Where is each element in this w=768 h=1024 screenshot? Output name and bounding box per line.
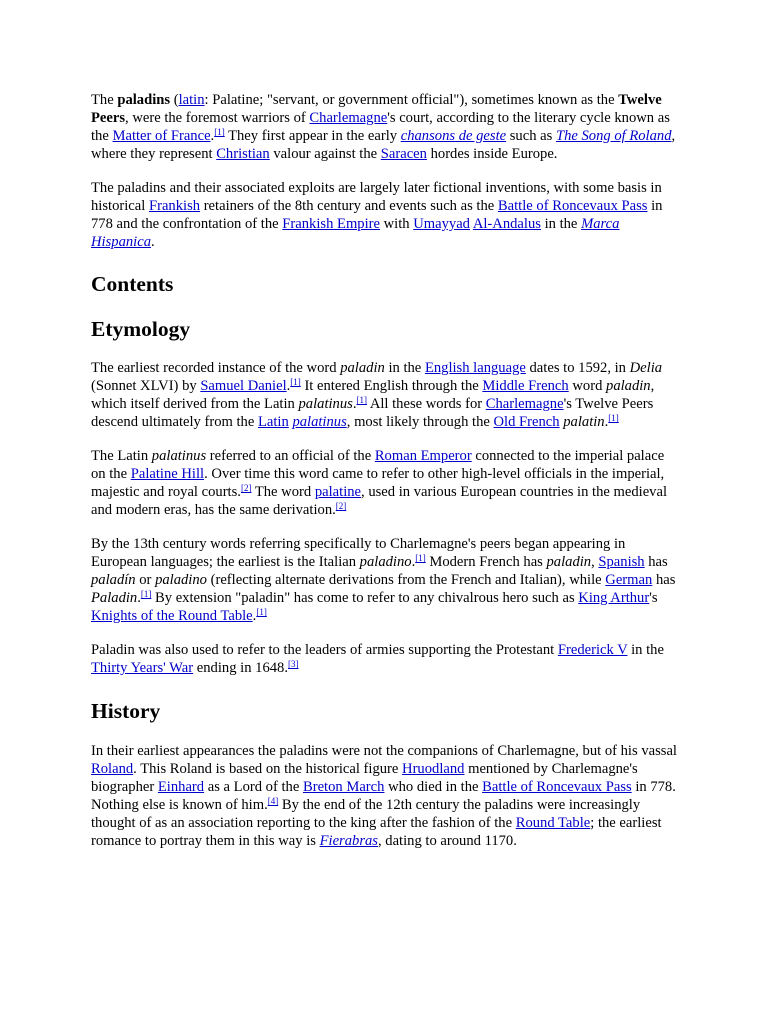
- link-roland[interactable]: Roland: [91, 761, 134, 777]
- text-run: in the: [384, 360, 425, 376]
- text-run: , used in various European countries in the medieval and modern eras, has the same derivation.: [91, 484, 668, 518]
- text-run: It entered English through the: [300, 378, 483, 394]
- bold-term-paladins: paladins: [117, 92, 171, 108]
- text-run: Paladin was also used to refer to the leaders of armies supporting the Protestant: [91, 642, 558, 658]
- text-run: ; the earliest romance to portray them in this way is: [91, 815, 662, 849]
- italic-term: paladin: [340, 360, 385, 376]
- link-frankish[interactable]: Frankish: [148, 198, 201, 214]
- text-run: such as: [506, 128, 556, 144]
- text-run: Modern French has: [425, 554, 547, 570]
- text-run: , dating to around 1170.: [377, 833, 517, 849]
- link-samuel-daniel[interactable]: Samuel Daniel: [200, 378, 287, 394]
- intro-paragraph-1: [91, 91, 681, 163]
- intro-paragraph-2: [91, 179, 681, 251]
- link-thirty-years-war[interactable]: Thirty Years' War: [91, 660, 194, 676]
- text-run: All these words for: [366, 396, 486, 412]
- link-spanish[interactable]: Spanish: [598, 554, 645, 570]
- link-umayyad[interactable]: Umayyad: [413, 216, 470, 232]
- italic-term: paladin: [606, 378, 651, 394]
- link-latin[interactable]: latin: [178, 92, 205, 108]
- article-body: [91, 91, 681, 866]
- text-run: has: [652, 572, 676, 588]
- link-einhard[interactable]: Einhard: [157, 779, 205, 795]
- text-run: with: [379, 216, 414, 232]
- italic-term: Paladin: [91, 590, 138, 606]
- link-round-table[interactable]: Round Table: [515, 815, 591, 831]
- text-run: 's: [649, 590, 658, 606]
- text-run: mentioned by Charlemagne's biographer: [91, 761, 638, 795]
- text-run: They first appear in the early: [224, 128, 401, 144]
- period: .: [604, 414, 609, 430]
- etymology-paragraph-3: [91, 535, 681, 625]
- italic-term: paladin: [546, 554, 592, 570]
- text-run: The paladins and their associated exploits are largely later fictional inventions, with some basis in historical: [91, 180, 662, 214]
- text-run: , were the foremost warriors of: [125, 110, 310, 126]
- italic-term: Delia: [629, 360, 663, 376]
- citation-link[interactable]: [1]: [415, 553, 426, 563]
- period: .: [411, 554, 416, 570]
- link-middle-french[interactable]: Middle French: [482, 378, 569, 394]
- etymology-paragraph-4: [91, 641, 681, 677]
- citation-link[interactable]: [2]: [240, 483, 252, 493]
- link-german[interactable]: German: [605, 572, 653, 588]
- history-paragraph-1: [91, 742, 681, 850]
- link-al-andalus[interactable]: Al-Andalus: [472, 216, 541, 232]
- text-run: (Sonnet XLVI) by: [91, 378, 201, 394]
- text-run: in the: [627, 642, 664, 658]
- text-run: The: [91, 92, 118, 108]
- text-run: 's Twelve Peers descend ultimately from the: [91, 396, 654, 430]
- text-run: dates to 1592, in: [525, 360, 630, 376]
- link-english-language[interactable]: English language: [424, 360, 526, 376]
- text-run: ending in 1648.: [193, 660, 288, 676]
- text-run: in the: [540, 216, 582, 232]
- text-run: , which itself derived from the Latin: [91, 378, 655, 412]
- link-saracen[interactable]: Saracen: [380, 146, 427, 162]
- link-latin[interactable]: Latin: [257, 414, 289, 430]
- citation-link[interactable]: [1]: [256, 607, 267, 617]
- link-christian[interactable]: Christian: [216, 146, 270, 162]
- bold-term-twelve-peers: Twelve Peers: [91, 92, 662, 126]
- text-run: By extension "paladin" has come to refer to any chivalrous hero such as: [151, 590, 579, 606]
- link-palatine-hill[interactable]: Palatine Hill: [130, 466, 205, 482]
- text-run: . Over time this word came to refer to other high-level officials in the imperial, majestic and royal courts.: [91, 466, 665, 500]
- text-run: hordes inside Europe.: [426, 146, 558, 162]
- italic-term: paladín: [91, 572, 136, 588]
- text-run: word: [568, 378, 607, 394]
- period: .: [252, 608, 257, 624]
- contents-heading: Contents: [91, 272, 174, 296]
- text-run: The earliest recorded instance of the word: [91, 360, 341, 376]
- italic-term: palatinus: [298, 396, 353, 412]
- citation-link[interactable]: [1]: [290, 377, 301, 387]
- text-run: has: [644, 554, 668, 570]
- text-run: In their earliest appearances the paladins were not the companions of Charlemagne, but of his vassal: [91, 743, 677, 759]
- italic-term: palatinus: [151, 448, 207, 464]
- etymology-paragraph-1: [91, 359, 681, 431]
- link-old-french[interactable]: Old French: [493, 414, 560, 430]
- citation-link[interactable]: [1]: [214, 127, 225, 137]
- text-run: as a Lord of the: [204, 779, 303, 795]
- text-run: or: [135, 572, 156, 588]
- citation-link[interactable]: [4]: [267, 796, 279, 806]
- link-battle-of-roncevaux-pass[interactable]: Battle of Roncevaux Pass: [497, 198, 648, 214]
- italic-term: palatin: [563, 414, 605, 430]
- text-run: in 778. Nothing else is known of him.: [91, 779, 676, 813]
- link-frederick-v[interactable]: Frederick V: [557, 642, 628, 658]
- history-heading: History: [91, 699, 161, 723]
- period: .: [210, 128, 215, 144]
- period: .: [352, 396, 357, 412]
- link-marca-hispanica[interactable]: Marca Hispanica: [91, 216, 620, 250]
- period: .: [286, 378, 291, 394]
- link-fierabras[interactable]: Fierabras: [319, 833, 378, 849]
- text-run: , where they represent: [91, 128, 676, 162]
- citation-link[interactable]: [1]: [356, 395, 367, 405]
- link-song-of-roland[interactable]: The Song of Roland: [555, 128, 672, 144]
- text-run: connected to the imperial palace on the: [91, 448, 665, 482]
- text-run: The word: [251, 484, 315, 500]
- text-run: , most likely through the: [346, 414, 494, 430]
- link-palatinus[interactable]: palatinus: [292, 414, 347, 430]
- text-run: (reflecting alternate derivations from the French and Italian), while: [206, 572, 606, 588]
- text-run: ,: [591, 554, 599, 570]
- etymology-heading: Etymology: [91, 317, 191, 341]
- text-run: (: [170, 92, 179, 108]
- text-run: . This Roland is based on the historical figure: [133, 761, 403, 777]
- text-run: who died in the: [384, 779, 483, 795]
- text-run: referred to an official of the: [206, 448, 375, 464]
- citation-link[interactable]: [2]: [335, 501, 347, 511]
- period: .: [137, 590, 141, 606]
- italic-term: paladino: [155, 572, 207, 588]
- citation-link[interactable]: [1]: [608, 413, 619, 423]
- link-matter-of-france[interactable]: Matter of France: [112, 128, 211, 144]
- link-hruodland[interactable]: Hruodland: [402, 761, 465, 777]
- text-run: valour against the: [269, 146, 381, 162]
- text-run: By the 13th century words referring specifically to Charlemagne's peers began appearing in European languages; the earliest is the Italian: [91, 536, 626, 570]
- link-charlemagne[interactable]: Charlemagne: [485, 396, 564, 412]
- text-run: The Latin: [91, 448, 152, 464]
- link-palatine[interactable]: palatine: [314, 484, 362, 500]
- link-chansons-de-geste[interactable]: chansons de geste: [400, 128, 507, 144]
- link-charlemagne[interactable]: Charlemagne: [309, 110, 388, 126]
- text-run: .: [151, 234, 155, 250]
- link-king-arthur[interactable]: King Arthur: [578, 590, 650, 606]
- link-breton-march[interactable]: Breton March: [302, 779, 385, 795]
- text-run: : Palatine; "servant, or government official"), sometimes known as the: [204, 92, 619, 108]
- text-run: By the end of the 12th century the paladins were increasingly thought of as an association reporting to the king after the fashion of the: [91, 797, 641, 831]
- link-battle-of-roncevaux-pass[interactable]: Battle of Roncevaux Pass: [482, 779, 632, 795]
- text-run: retainers of the 8th century and events such as the: [200, 198, 498, 214]
- link-roman-emperor[interactable]: Roman Emperor: [374, 448, 472, 464]
- text-run: 's court, according to the literary cycle known as the: [91, 110, 670, 144]
- etymology-paragraph-2: [91, 447, 681, 519]
- citation-link[interactable]: [3]: [287, 659, 299, 669]
- text-run: in 778 and the confrontation of the: [91, 198, 663, 232]
- citation-link[interactable]: [1]: [140, 589, 152, 599]
- link-frankish-empire[interactable]: Frankish Empire: [282, 216, 380, 232]
- link-knights-of-the-round-table[interactable]: Knights of the Round Table: [91, 608, 253, 624]
- italic-term: paladino: [359, 554, 412, 570]
